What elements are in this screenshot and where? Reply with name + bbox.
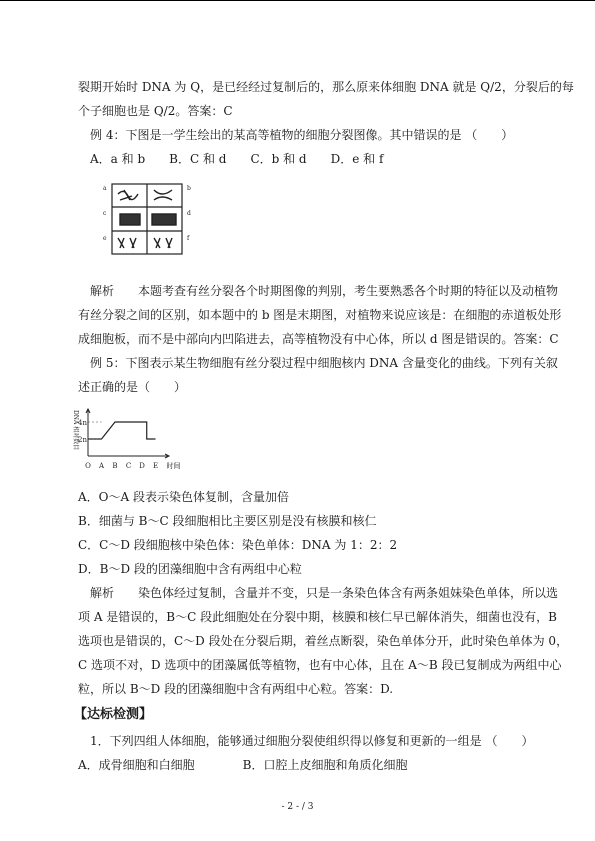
example-5-question: 述正确的是（ ） (78, 380, 187, 394)
y-tick-label: 2n (78, 436, 87, 444)
text-line: 个子细胞也是 Q/2。答案：C (78, 104, 233, 118)
dna-content-chart (72, 406, 210, 474)
example-4-question: 例 4：下图是一学生绘出的某高等植物的细胞分裂图像。其中错误的是 （ ） (90, 128, 514, 142)
x-tick-label: C (125, 462, 132, 470)
cell-label-right: f (187, 235, 190, 242)
example-5-option-b: B．细菌与 B～C 段细胞相比主要区别是没有核膜和核仁 (78, 514, 377, 528)
example-5-analysis: 选项也是错误的，C～D 段处在分裂后期，着丝点断裂，染色单体分开，此时染色单体为 0， (78, 634, 569, 648)
top-rule (0, 0, 595, 1)
y-tick-label: 4n (78, 419, 87, 427)
cell-label-right: d (187, 210, 191, 217)
example-5-question: 例 5：下图表示某生物细胞有丝分裂过程中细胞核内 DNA 含量变化的曲线。下列有关叙 (90, 356, 558, 370)
section-heading: 【达标检测】 (74, 707, 153, 722)
x-tick-label: E (152, 462, 159, 470)
example-4-analysis: 有丝分裂之间的区别，如本题中的 b 图是末期图，对植物来说应该是：在细胞的赤道板处形 (78, 308, 562, 322)
example-5-analysis: 项 A 是错误的，B～C 段此细胞处在分裂中期，核膜和核仁早已解体消失，细菌也没有，B (78, 610, 557, 624)
cell-label-left: e (103, 235, 107, 242)
example-5-option-a: A．O～A 段表示染色体复制，含量加倍 (78, 490, 289, 504)
x-tick-label: O (85, 462, 91, 470)
page-number: - 2 - / 3 (281, 802, 314, 812)
example-5-analysis: 粒，所以 B～D 段的团藻细胞中含有两组中心粒。答案：D. (78, 682, 394, 696)
cell-label-right: b (187, 185, 191, 192)
example-5-analysis: 解析 染色体经过复制，含量并不变，只是一条染色体含有两条姐妹染色单体，所以选 (90, 586, 559, 600)
example-4-options: A．a 和 b B．C 和 d C．b 和 d D．e 和 f (90, 152, 384, 166)
x-tick-label: B (112, 462, 118, 470)
dna-series-line (88, 422, 156, 439)
question-1: 1．下列四组人体细胞，能够通过细胞分裂使组织得以修复和更新的一组是 （ ） (90, 734, 534, 748)
cell-label-left: c (103, 210, 107, 217)
x-tick-label: D (139, 462, 145, 470)
x-axis-label: 时间 (166, 462, 181, 470)
example-5-option-d: D．B～D 段的团藻细胞中含有两组中心粒 (78, 562, 302, 576)
example-5-analysis: C 选项不对，D 选项中的团藻属低等植物，也有中心体，且在 A～B 段已复制成为两组中心 (78, 658, 562, 672)
example-5-option-c: C．C～D 段细胞核中染色体：染色单体：DNA 为 1：2：2 (78, 538, 398, 552)
example-4-analysis: 成细胞板，而不是中部向内凹陷进去，高等植物没有中心体，所以 d 图是错误的。答案：C (78, 332, 559, 346)
cell-division-figure (100, 178, 196, 260)
text-line: 裂期开始时 DNA 为 Q，是已经经过复制后的，那么原来体细胞 DNA 就是 Q/2，分裂后的每 (78, 80, 574, 94)
question-1-options: A．成骨细胞和白细胞 B．口腔上皮细胞和角质化细胞 (78, 758, 408, 772)
example-4-analysis: 解析 本题考查有丝分裂各个时期图像的判别，考生要熟悉各个时期的特征以及动植物 (90, 284, 559, 298)
x-tick-label: A (98, 462, 105, 470)
cell-label-left: a (103, 185, 107, 192)
y-axis-label: DNA 相对数目 (72, 410, 79, 451)
